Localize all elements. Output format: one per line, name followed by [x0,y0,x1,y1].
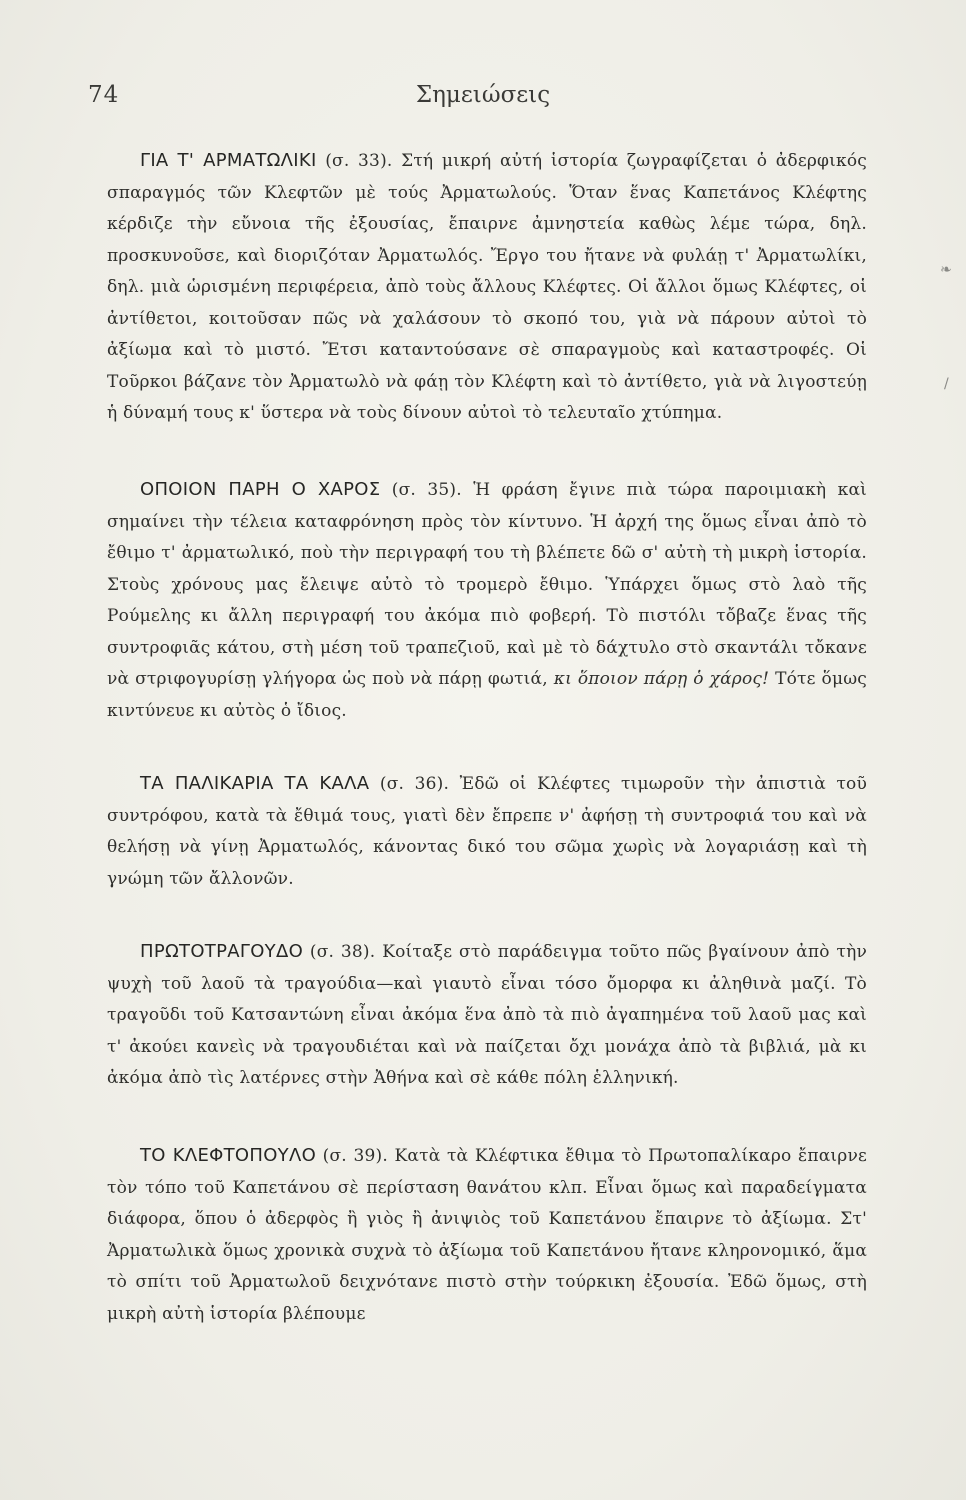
note-ref: (σ. 38). [309,942,376,962]
note-text: Ἡ φράση ἔγινε πιὰ τώρα παροιμιακὴ καὶ σημαίνει τὴν τέλεια καταφρόνηση πρὸς τὸν κίντυνο. Ἡ ἀρχή της ὅμως εἶναι ἀπὸ τὸ ἔθιμο τ' ἀρματωλικό, ποὺ τὴν περιγραφή του τὴ βλέπετε δῶ σ' αὐτὴ τὴ μικρὴ ἱστορία. Στοὺς χρόνους μας ἔλειψε αὐτὸ τὸ τρομερὸ ἔθιμο. Ὑπάρχει ὅμως στὸ λαὸ τῆς Ρούμελης κι ἄλλη περιγραφή του ἀκόμα πιὸ φοβερή. Τὸ πιστόλι τὄβαζε ἕνας τῆς συντροφιᾶς κάτου, στὴ μέση τοῦ τραπεζιοῦ, καὶ μὲ τὸ δάχτυλο στὸ σκαντάλι τὄκανε νὰ στριφογυρίσῃ γλήγορα ὡς ποὺ νὰ πάρῃ φωτιά, [107,480,868,689]
note-prototragoudo [107,936,867,1095]
note-italic-phrase: κι ὅποιον πάρῃ ὁ χάρος! [553,669,770,689]
note-ref: (σ. 35). [391,480,462,500]
note-ref: (σ. 36). [379,774,450,794]
note-text: Κοίταξε στὸ παράδειγμα τοῦτο πῶς βγαίνουν ἀπὸ τὴν ψυχὴ τοῦ λαοῦ τὰ τραγούδια—καὶ γιαυτὸ εἶναι τόσο ὄμορφα κι ἀληθινὰ μαζί. Τὸ τραγοῦδι τοῦ Κατσαντώνη εἶναι ἀκόμα ἕνα ἀπὸ τὰ πιὸ ἀγαπημένα τοῦ λαοῦ μας καὶ τ' ἀκούει κανεὶς νὰ τραγουδιέται καὶ νὰ παίζεται ὄχι μονάχα ἀπὸ τὰ βιβλιά, μὰ κι ἀκόμα ἀπὸ τὶς λατέρνες στὴν Ἀθήνα καὶ σὲ κάθε πόλη ἑλληνική. [107,942,868,1088]
note-kleftopoulo [107,1140,867,1330]
note-heading: ΠΡΩΤΟΤΡΑΓΟΥΔΟ [140,941,304,962]
note-text: Ἐδῶ οἱ Κλέφτες τιμωροῦν τὴν ἀπιστιὰ τοῦ συντρόφου, κατὰ τὰ ἔθιμά τους, γιατὶ δὲν ἔπρεπε ν' ἀφήσῃ τὴ συντροφιά του καὶ νὰ θελήσῃ νὰ γίνῃ Ἀρματωλός, κάνοντας δικό του σῶμα χωρὶς νὰ λογαριάσῃ καὶ τὴ γνώμη τῶν ἄλλονῶν. [107,774,868,889]
note-armatoliki [107,145,867,430]
margin-mark: ❧ [940,262,952,278]
note-heading: ΓΙΑ Τ' ΑΡΜΑΤΩΛΙΚΙ [140,150,317,171]
note-ref: (σ. 39). [322,1146,388,1166]
note-heading: ΤΑ ΠΑΛΙΚΑΡΙΑ ΤΑ ΚΑΛΑ [140,773,370,794]
note-heading: ΤΟ ΚΛΕΦΤΟΠΟΥΛΟ [140,1145,317,1166]
note-text: Στή μικρή αὐτή ἱστορία ζωγραφίζεται ὁ ἀδερφικός σπαραγμός τῶν Κλεφτῶν μὲ τούς Ἀρματωλούς. Ὅταν ἕνας Καπετάνος Κλέφτης κέρδιζε τὴν εὔνοια τῆς ἐξουσίας, ἔπαιρνε ἀμνηστεία καθὼς λέμε τώρα, δηλ. προσκυνοῦσε, καὶ διοριζόταν Ἀρματωλός. Ἔργο του ἤτανε νὰ φυλάῃ τ' Ἀρματωλίκι, δηλ. μιὰ ὡρισμένη περιφέρεια, ἀπὸ τοὺς ἄλλους Κλέφτες. Οἱ ἄλλοι ὅμως Κλέφτες, οἱ ἀντίθετοι, κοιτοῦσαν πῶς νὰ χαλάσουν τὸ σκοπό του, γιὰ νὰ πάρουν αὐτοὶ τὸ ἀξίωμα καὶ τὸ μιστό. Ἔτσι καταντούσανε σὲ σπαραγμοὺς καὶ καταστροφές. Οἱ Τοῦρκοι βάζανε τὸν Ἀρματωλὸ νὰ φάῃ τὸν Κλέφτη καὶ τὸ ἀντίθετο, γιὰ νὰ λιγοστεύῃ ἡ δύναμή τους κ' ὕστερα νὰ τοὺς δίνουν αὐτοὶ τὸ τελευταῖο χτύπημα. [107,151,867,423]
note-paragraph [107,474,867,727]
note-text: Κατὰ τὰ Κλέφτικα ἔθιμα τὸ Πρωτοπαλίκαρο ἔπαιρνε τὸν τόπο τοῦ Καπετάνου σὲ περίσταση θανάτου κλπ. Εἶναι ὅμως καὶ παραδείγματα διάφορα, ὅπου ὁ ἀδερφὸς ἢ γιὸς ἢ ἀνιψιὸς τοῦ Καπετάνου ἔπαιρνε τὸ ἀξίωμα. Στ' Ἀρματωλικὰ ὅμως χρονικὰ συχνὰ τὸ ἀξίωμα τοῦ Καπετάνου ἤτανε κληρονομικό, ἅμα τὸ σπίτι τοῦ Ἀρματωλοῦ δειχνότανε πιστὸ στὴν τούρκικη ἐξουσία. Ἐδῶ ὅμως, στὴ μικρὴ αὐτὴ ἱστορία βλέπουμε [107,1146,867,1324]
note-ref: (σ. 33). [325,151,393,171]
note-ta-palikaria [107,768,867,895]
note-heading: ΟΠΟΙΟΝ ΠΑΡΗ Ο ΧΑΡΟΣ [140,479,381,500]
note-opoion-pari-o-haros [107,474,867,727]
running-title: Σημειώσεις [415,82,551,108]
page-header [88,82,878,122]
note-paragraph [107,768,867,895]
note-paragraph [107,145,867,430]
note-paragraph [107,1140,867,1330]
page-number: 74 [88,82,120,108]
note-text-end: Τότε ὅμως κιντύνευε κι αὐτὸς ὁ ἴδιος. [107,669,867,721]
note-paragraph [107,936,867,1095]
margin-mark: / [944,376,949,392]
